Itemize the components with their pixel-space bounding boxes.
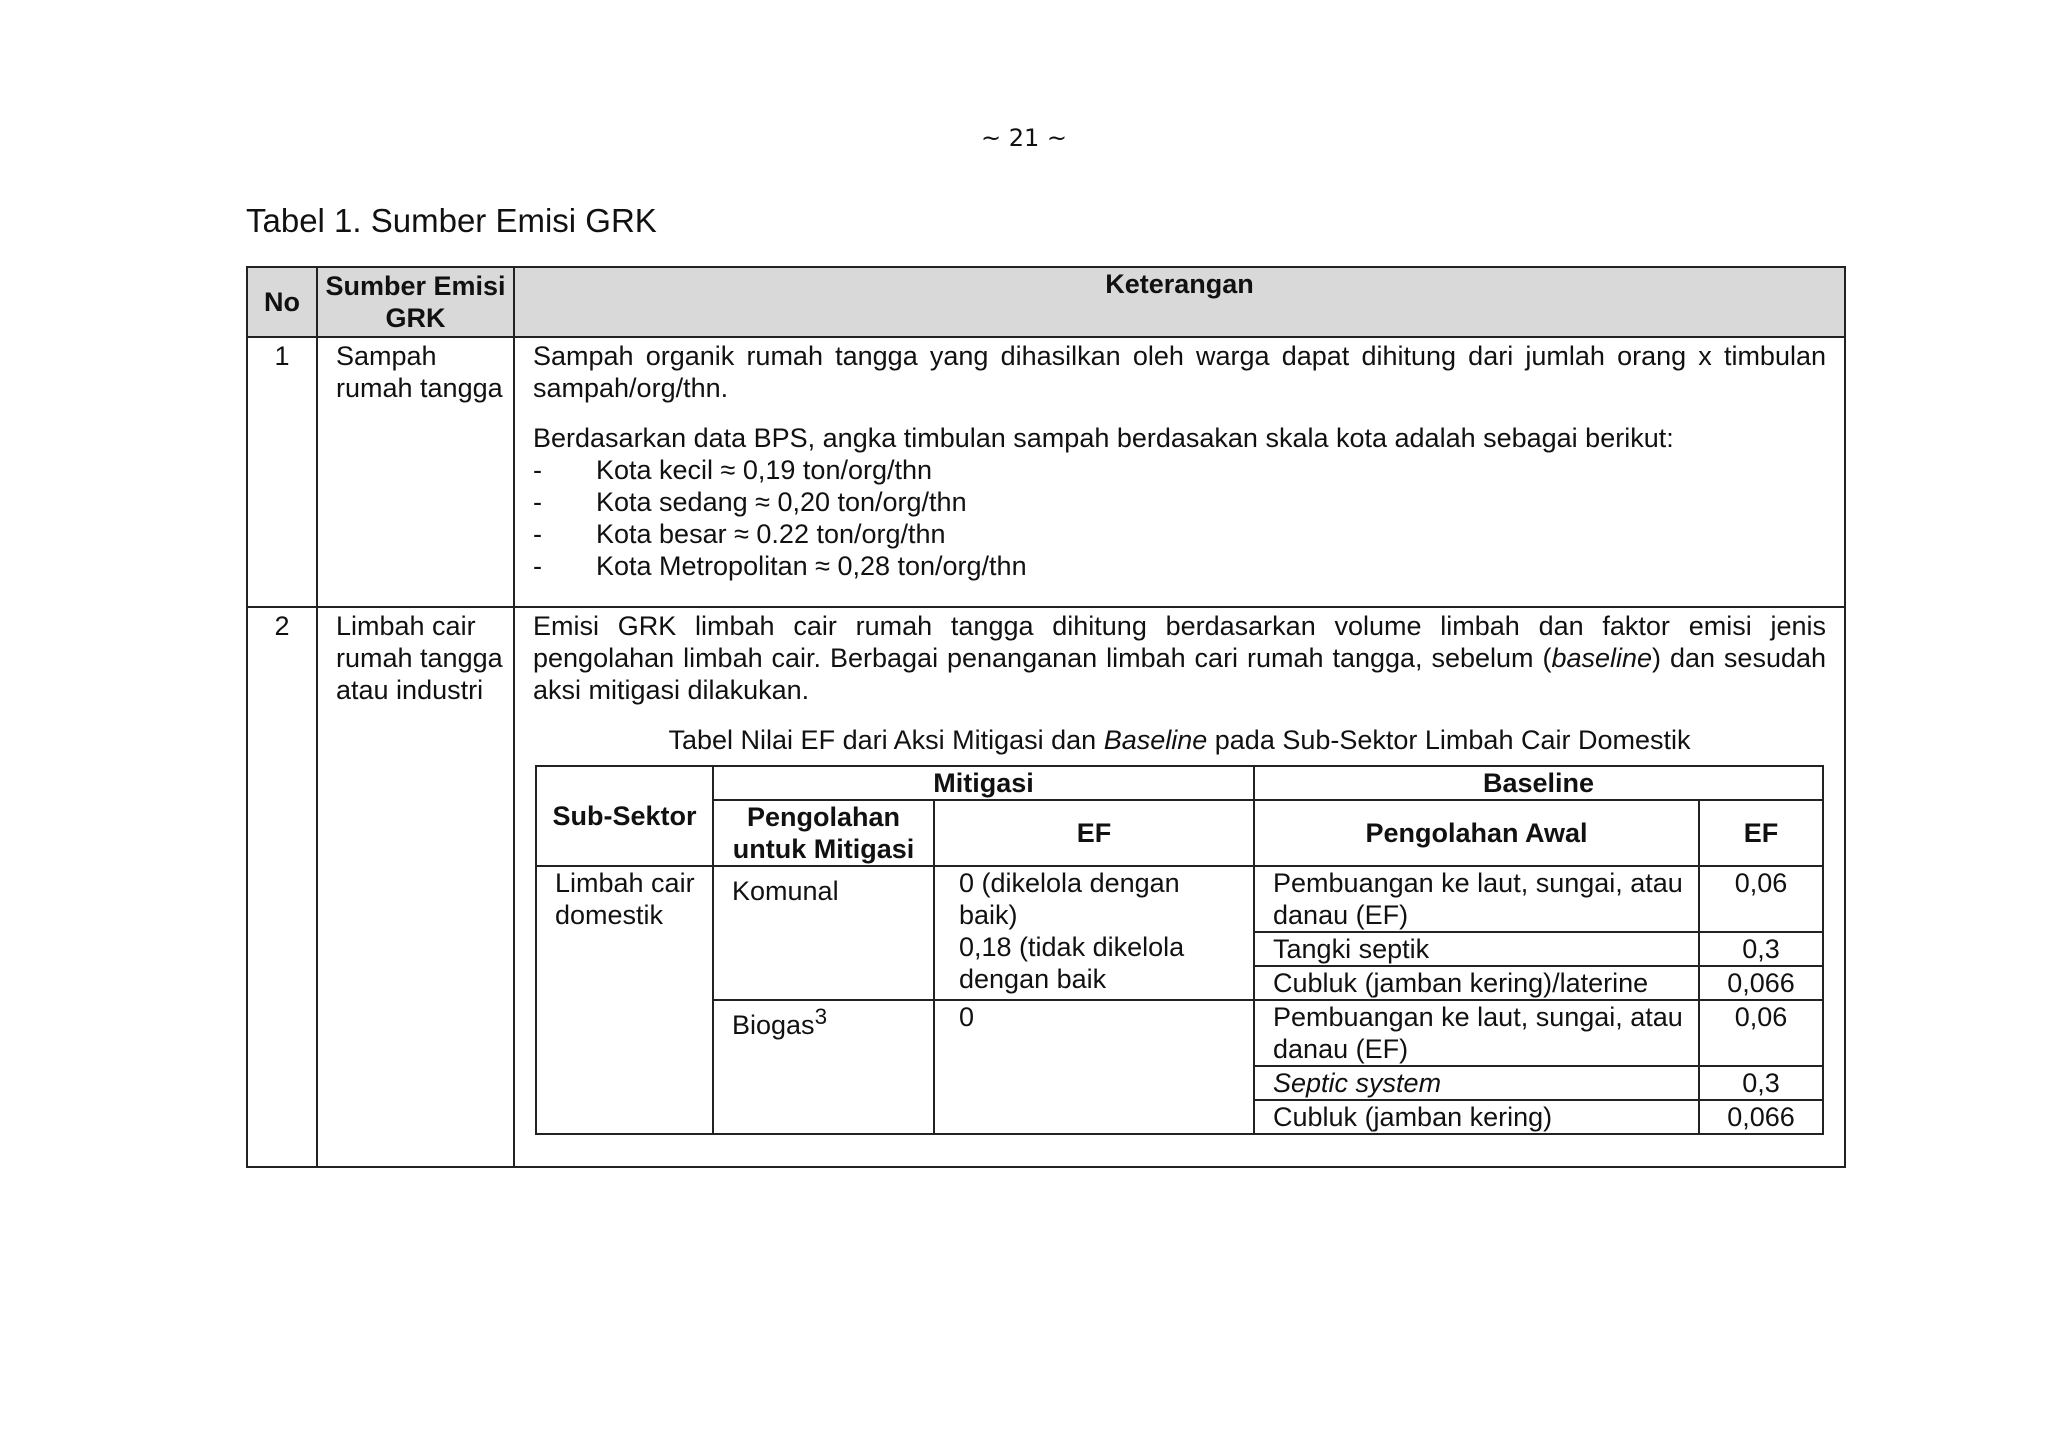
baseline-treatment-cell: Cubluk (jamban kering) [1254,1100,1699,1134]
baseline-treatment-cell: Septic system [1254,1066,1699,1100]
baseline-ef-cell: 0,066 [1699,1100,1823,1134]
baseline-ef-cell: 0,3 [1699,1066,1823,1100]
list-item [533,486,1826,518]
dash-bullet: - [533,487,542,517]
row-source: Limbah cair rumah tangga atau industri [317,607,514,1167]
table-row [247,607,1845,1167]
row-source: Sampah rumah tangga [317,337,514,607]
header-pengolahan-mitigasi: Pengolahan untuk Mitigasi [713,800,934,866]
table-title: Tabel 1. Sumber Emisi GRK [246,202,657,239]
header-description: Keterangan [514,267,1845,337]
baseline-treatment-cell: Tangki septik [1254,932,1699,966]
ef-value-line: 0 [959,1002,975,1032]
ef-values-table [535,765,1824,1135]
description-paragraph: Berdasarkan data BPS, angka timbulan sampah berdasakan skala kota adalah sebagai berikut: [533,423,1674,453]
description-paragraph: Sampah organik rumah tangga yang dihasilkan oleh warga dapat dihitung dari jumlah orang x timbulan sampah/org/thn. [533,341,1826,403]
treatment-cell [713,1000,934,1134]
mitigation-ef-cell [934,866,1254,1000]
emission-sources-table [246,266,1846,1168]
mitigation-ef-cell [934,1000,1254,1134]
baseline-ef-cell: 0,06 [1699,1000,1823,1066]
baseline-ef-cell: 0,066 [1699,966,1823,1000]
caption-emphasis: Baseline [1103,725,1208,755]
row-description [514,337,1845,607]
list-item-text: Kota sedang ≈ 0,20 ton/org/thn [596,487,967,517]
table-row [536,866,1823,932]
page-number: ~ 21 ~ [980,124,1067,152]
row-number: 2 [247,607,317,1167]
table-row [247,337,1845,607]
table-row [536,1000,1823,1066]
baseline-treatment-cell: Pembuangan ke laut, sungai, atau danau (EF) [1254,1000,1699,1066]
paragraph-text: ) dan sesudah aksi mitigasi dilakukan. [533,643,1827,705]
dash-bullet: - [533,551,542,581]
table-header-row [247,267,1845,337]
row-number: 1 [247,337,317,607]
ef-value-line: 0,18 (tidak dikelola dengan baik [959,932,1185,994]
treatment-name: Biogas [732,1010,815,1040]
list-item [533,454,1826,486]
treatment-cell [713,866,934,1000]
caption-text: Tabel Nilai EF dari Aksi Mitigasi dan [668,725,1104,755]
dash-bullet: - [533,455,542,485]
header-pengolahan-awal: Pengolahan Awal [1254,800,1699,866]
description-paragraph [533,610,1826,706]
ef-value-line: 0 (dikelola dengan baik) [959,868,1180,930]
header-no: No [247,267,317,337]
header-source: Sumber Emisi GRK [317,267,514,337]
caption-text: pada Sub-Sektor Limbah Cair Domestik [1207,725,1691,755]
header-ef-baseline: EF [1699,800,1823,866]
paragraph-text: Emisi GRK limbah cair rumah tangga dihitung berdasarkan volume limbah dan faktor emisi jenis pengolahan limbah cair. Berbagai penanganan limbah cari rumah tangga, sebelum ( [533,611,1826,673]
header-mitigasi: Mitigasi [713,766,1254,800]
footnote-marker: 3 [814,1004,828,1029]
baseline-ef-cell: 0,3 [1699,932,1823,966]
list-item-text: Kota kecil ≈ 0,19 ton/org/thn [596,455,933,485]
dash-bullet: - [533,519,542,549]
baseline-treatment-cell: Cubluk (jamban kering)/laterine [1254,966,1699,1000]
list-item [533,518,1826,550]
subsektor-cell: Limbah cair domestik [536,866,713,1134]
header-subsektor: Sub-Sektor [536,766,713,866]
row-description [514,607,1845,1167]
header-ef-mitigasi: EF [934,800,1254,866]
paragraph-emphasis: baseline [1551,643,1653,673]
baseline-treatment-cell: Pembuangan ke laut, sungai, atau danau (EF) [1254,866,1699,932]
list-item-text: Kota besar ≈ 0.22 ton/org/thn [596,519,946,549]
inner-table-caption [533,724,1826,756]
baseline-ef-cell: 0,06 [1699,866,1823,932]
header-baseline: Baseline [1254,766,1823,800]
inner-header-row [536,766,1823,800]
inner-header-row [536,800,1823,866]
list-item [533,550,1826,582]
treatment-name: Komunal [732,876,839,906]
list-item-text: Kota Metropolitan ≈ 0,28 ton/org/thn [596,551,1027,581]
